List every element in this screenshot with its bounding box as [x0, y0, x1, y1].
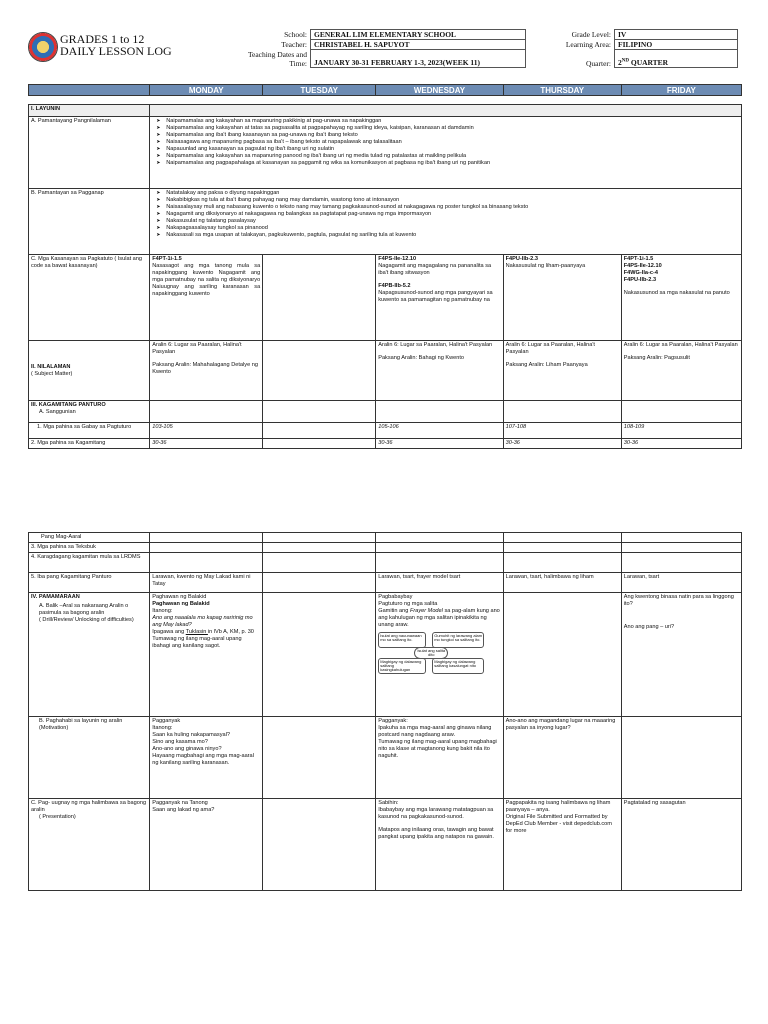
kasanayan-monday: F4PT-1i-1.5 Nasasagot ang mga tanong mula sa napakinggang kuwento Nagagamit ang mga pamatnubay na salita ng diksiyonaryo Naiuugnay ang sariling karanasan sa napakinggang kuwento — [150, 255, 263, 341]
objective-item: ➤ Nakasasali sa mga usapan at talakayan, pagkukuwento, pagtula, pagsulat ng sariling tula at kuwento — [166, 232, 739, 239]
p2-blank-c4 — [503, 553, 621, 573]
balik-aral-friday: Ang kwentong binasa natin para sa linggong ito? Ano ang pang – uri? — [621, 593, 741, 717]
page-one — [0, 0, 768, 480]
frayer-box-center: Isulat ang salita dito — [414, 647, 448, 659]
objective-item: ➤ Nakasusulat ng talatang pasalaysay — [166, 218, 739, 225]
objective-item: ➤ Naipamamalas ang kakayahan sa mapanuring pakikinig at pag-unawa sa napakinggan — [166, 118, 739, 125]
p2-blank-b2 — [263, 543, 376, 553]
pamantayan-sa-pagganap-list — [150, 189, 742, 255]
nilalaman-monday: Aralin 6: Lugar sa Paaralan, Halina't Pasyalan Paksang Aralin: Mahahalagang Detalye ng Kwento — [150, 341, 263, 401]
motivation-tuesday — [263, 717, 376, 799]
p2-blank-a5 — [621, 533, 741, 543]
nilalaman-tuesday — [263, 341, 376, 401]
objective-item: ➤ Naisasalaysay muli ang nabasang kuwento o teksto nang may tamang pagkakasunod-sunod at nakagagawa ng poster tungkol sa binasang teksto — [166, 204, 739, 211]
kagamitan-blank-3 — [376, 401, 503, 423]
p2-blank-b4 — [503, 543, 621, 553]
p2-blank-b5 — [621, 543, 741, 553]
motivation-thursday: Ano-ano ang magandang lugar na maaaring pasyalan sa inyong lugar? — [503, 717, 621, 799]
kagamitang-tuesday — [263, 439, 376, 449]
gabay-label: 1. Mga pahina sa Gabay sa Pagtuturo — [29, 423, 150, 439]
nilalaman-friday: Aralin 6: Lugar sa Paaralan, Halina't Pasyalan Paksang Aralin: Pagsusulit — [621, 341, 741, 401]
gabay-wednesday: 105-106 — [376, 423, 503, 439]
p2-blank-b1 — [150, 543, 263, 553]
kagamitang-wednesday: 30-36 — [376, 439, 503, 449]
objective-item: ➤ Nagagamit ang diksiyonaryo at nakagagawa ng balangkas sa pagtatapat pag-unawa ng mga impormasyon — [166, 211, 739, 218]
kasanayan-friday: F4PT-1i-1.5 F4PS-IIe-12.10 F4WG-IIa-c-4 F4PU-IIb-2.3 Nakasusunod sa mga nakasulat na panuto — [621, 255, 741, 341]
frayer-model-diagram — [378, 632, 488, 672]
kagamitan-blank-5 — [621, 401, 741, 423]
kagamitan-blank-4 — [503, 401, 621, 423]
presentation-label: C. Pag- uugnay ng mga halimbawa sa bagong aralin ( Presentation) — [29, 799, 150, 891]
p2-blank-a3 — [376, 533, 503, 543]
nilalaman-label: II. NILALAMAN ( Subject Matter) — [29, 341, 150, 401]
header-right-table — [528, 29, 738, 68]
objective-item: ➤ Natatalakay ang paksa o diyung napakinggan — [166, 190, 739, 197]
presentation-monday: Pagganyak na Tanong Saan ang lakad ng ama? — [150, 799, 263, 891]
gabay-monday: 103-105 — [150, 423, 263, 439]
kasanayan-label: C. Mga Kasanayan sa Pagkatuto ( Isulat ang code sa bawat kasanayan) — [29, 255, 150, 341]
p2-blank-c2 — [263, 553, 376, 573]
quarter-label: Quarter: — [586, 58, 611, 68]
objective-item: ➤ Nakabibigkas ng tula at iba't ibang pahayag nang may damdamin, wastong tono at intonasyon — [166, 197, 739, 204]
iba-pang-label: 5. Iba pang Kagamitang Panturo — [29, 573, 150, 593]
dates-label: Teaching Dates and Time: — [247, 49, 307, 68]
iba-friday: Larawan, tsart — [621, 573, 741, 593]
balik-aral-tuesday — [263, 593, 376, 717]
objective-item: ➤ Naipamamalas ang iba't ibang kasanayan sa pag-unawa ng iba't ibang teksto — [166, 132, 739, 139]
day-friday: FRIDAY — [621, 85, 741, 96]
area-label: Learning Area: — [565, 40, 611, 49]
p2-blank-c1 — [150, 553, 263, 573]
school-label: School: — [284, 30, 307, 39]
kagamitang-monday: 30-36 — [150, 439, 263, 449]
presentation-wednesday: Sabihin: Ibabaybay ang mga larawang matatagpuan sa kasunod na pagkakasunod-sunod. Matapos ang inilaang oras, tawagin ang bawat pangkat upang ipakita ang natapos na gawain. — [376, 799, 503, 891]
p2-blank-c3 — [376, 553, 503, 573]
motivation-monday: Pagganyak Itanong: Saan ka huling nakapamasyal? Sino ang kasama mo? Ano-ano ang ginawa ninyo? Hayaang magbahagi ang mga mag-aaral ng kanilang sariling karanasan. — [150, 717, 263, 799]
layunin-spacer — [150, 105, 742, 117]
kasanayan-wednesday: F4PS-IIe-12.10 Nagagamit ang magagalang na pananalita sa iba't ibang sitwasyon F4PB-IIb-5.2 Napagsusunod-sunod ang mga pangyayari sa kuwento sa pamamagitan ng pamatnubay na — [376, 255, 503, 341]
motivation-wednesday: Pagganyak: Ipakuha sa mga mag-aaral ang ginawa nilang postcard nang nagdaang araw. Tumawag ng ilang mag-aaral upang magbahagi nito sa klase at magtanong kung bakit nila ito naguhit. — [376, 717, 503, 799]
lesson-table-page1 — [28, 104, 742, 449]
school-value: GENERAL LIM ELEMENTARY SCHOOL — [311, 30, 526, 40]
day-header-blank — [29, 85, 150, 96]
p2-blank-b3 — [376, 543, 503, 553]
balik-aral-label: IV. PAMAMARAAN A. Balik –Aral sa nakaraang Aralin o pasimula sa bagong aralin ( Drill/Review/ Unlocking of difficulties) — [29, 593, 150, 717]
brand-title — [60, 33, 172, 57]
day-header — [28, 84, 742, 96]
p2-blank-a4 — [503, 533, 621, 543]
kagamitan-blank-2 — [263, 401, 376, 423]
iba-thursday: Larawan, tsart, halimbawa ng liham — [503, 573, 621, 593]
header-left-table — [200, 29, 526, 68]
deped-seal-icon — [28, 32, 58, 62]
frayer-box-1: Isulat ang nauunawaan mo sa salitang ito. — [378, 632, 426, 648]
area-value: FILIPINO — [615, 40, 738, 50]
day-thursday: THURSDAY — [503, 85, 621, 96]
gabay-tuesday — [263, 423, 376, 439]
objective-item: ➤ Naisasagawa ang mapanuring pagbasa sa iba't – ibang teksto at napapalawak ang talasalitaan — [166, 139, 739, 146]
presentation-friday: Pagtatalad ng sasagutan — [621, 799, 741, 891]
kagamitang-friday: 30-36 — [621, 439, 741, 449]
layunin-heading: I. LAYUNIN — [29, 105, 150, 117]
brand-line-1: GRADES 1 to 12 — [60, 32, 145, 46]
karagdagang-label: 4. Karagdagang kagamitan mula sa LRDMS — [29, 553, 150, 573]
day-wednesday: WEDNESDAY — [376, 85, 503, 96]
balik-aral-wednesday: Pagbabaybay Pagtuturo ng mga salita Gamitin ang Frayer Model sa pag-alam kung ano ang kahulugan ng mga salitan ipinakikita ng unang araw. Isulat ang nauunawaan mo sa salitang ito. Gumuhit ng larawang alam mo tungkol sa salitang ito. Isulat ang salita dito Magbigay ng dalawang salitang kasingkahulugan Magbigay ng dalawang salitang kasalungat nito — [376, 593, 503, 717]
teacher-label: Teacher: — [281, 40, 307, 49]
p2-blank-a2 — [263, 533, 376, 543]
objective-item: ➤ Naipamamalas ang pagpapahalaga at kasanayan sa paggamit ng wika sa komunikasyon at pagbasa ng iba't ibang uri ng panitikan — [166, 160, 739, 167]
p2-blank-a1 — [150, 533, 263, 543]
grade-value: IV — [615, 30, 738, 40]
objective-item: ➤ Naipamamalas ang kakayahan at tatas sa pagsasalita at pagpapahayag ng sariling ideya, kaisipan, karanasan at damdamin — [166, 125, 739, 132]
page-two — [0, 520, 768, 920]
iba-tuesday — [263, 573, 376, 593]
iba-monday: Larawan, kwento ng May Lakad kami ni Tatay — [150, 573, 263, 593]
objective-item: ➤ Napauunlad ang kasanayan sa pagsulat ng iba't ibang uri ng sulatin — [166, 146, 739, 153]
objective-item: ➤ Nakapagsasalaysay tungkol sa pinanood — [166, 225, 739, 232]
pamantayang-pangnilalaman-label: A. Pamantayang Pangnilalaman — [29, 117, 150, 189]
dates-value: JANUARY 30-31 FEBRUARY 1-3, 2023(WEEK 11) — [311, 50, 526, 68]
frayer-box-4: Magbigay ng dalawang salitang kasalungat nito — [432, 658, 484, 674]
frayer-box-2: Gumuhit ng larawang alam mo tungkol sa salitang ito. — [432, 632, 484, 648]
kasanayan-tuesday — [263, 255, 376, 341]
p2-blank-c5 — [621, 553, 741, 573]
pang-mag-aaral-label: Pang Mag-Aaral — [29, 533, 150, 543]
grade-label: Grade Level: — [571, 30, 611, 39]
kagamitan-label: III. KAGAMITANG PANTURO A. Sanggunian — [29, 401, 150, 423]
gabay-friday: 108-109 — [621, 423, 741, 439]
day-monday: MONDAY — [150, 85, 263, 96]
balik-aral-monday: Paghawan ng Balakid Paghawan ng Balakid Itanong: Ano ang naaalala mo kapag naririnig mo ang May lakad? Ipagawa ang Tuklasin in lVb A, KM, p. 30 Tumawag ng ilang mag-aaral upang ibahagi ang kanilang sagot. — [150, 593, 263, 717]
presentation-thursday: Pagpapakita ng isang halimbawa ng liham paanyaya – anya. Original File Submitted and Formatted by DepEd Club Member - visit depedclub.com for more — [503, 799, 621, 891]
kagamitang-thursday: 30-36 — [503, 439, 621, 449]
iba-wednesday: Larawan, tsart, frayer model tsart — [376, 573, 503, 593]
presentation-tuesday — [263, 799, 376, 891]
pamantayan-sa-pagganap-label: B. Pamantayan sa Pagganap — [29, 189, 150, 255]
pamantayang-pangnilalaman-list — [150, 117, 742, 189]
balik-aral-thursday — [503, 593, 621, 717]
nilalaman-wednesday: Aralin 6: Lugar sa Paaralan, Halina't Pasyalan Paksang Aralin: Bahagi ng Kwento — [376, 341, 503, 401]
nilalaman-thursday: Aralin 6: Lugar sa Paaralan, Halina't Pasyalan Paksang Aralin: Liham Paanyaya — [503, 341, 621, 401]
lesson-table-page2 — [28, 532, 742, 891]
gabay-thursday: 107-108 — [503, 423, 621, 439]
quarter-value: 2ND QUARTER — [615, 50, 738, 68]
objective-item: ➤ Naipamamalas ang kakayahan sa mapanuring panood ng iba't ibang uri ng media tulad ng patalastas at maikling pelikula — [166, 153, 739, 160]
frayer-box-3: Magbigay ng dalawang salitang kasingkahulugan — [378, 658, 426, 674]
motivation-label: B. Paghahabi sa layunin ng aralin (Motivation) — [29, 717, 150, 799]
teacher-value: CHRISTABEL H. SAPUYOT — [311, 40, 526, 50]
day-tuesday: TUESDAY — [263, 85, 376, 96]
brand-line-2: DAILY LESSON LOG — [60, 44, 172, 58]
kagamitang-label: 2. Mga pahina sa Kagamitang — [29, 439, 150, 449]
kagamitan-blank-1 — [150, 401, 263, 423]
kasanayan-thursday: F4PU-IIb-2.3 Nakasusulat ng liham-paanyaya — [503, 255, 621, 341]
teksbuk-label: 3. Mga pahina sa Teksbuk — [29, 543, 150, 553]
motivation-friday — [621, 717, 741, 799]
